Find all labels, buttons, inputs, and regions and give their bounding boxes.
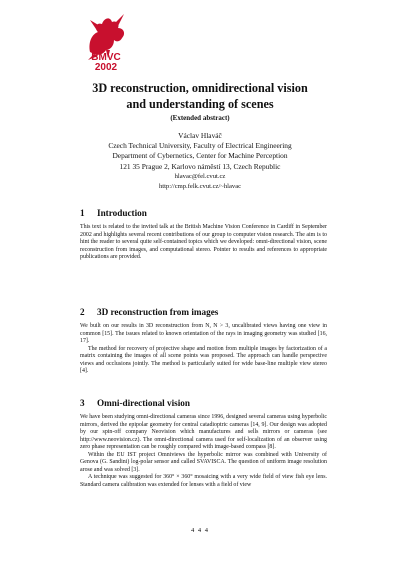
affiliation-line-2: Department of Cybernetics, Center for Machine Perception — [112, 151, 288, 161]
paragraph: A technique was suggested for 360° × 360° mosaicing with a very wide field of view fish eye lens. Standard camera calibration was extended for lenses with a field of view — [80, 474, 327, 488]
title-line-1: 3D reconstruction, omnidirectional vision — [92, 81, 308, 95]
section-number: 3 — [80, 398, 85, 408]
page-number: 4 4 4 — [191, 527, 209, 534]
logo-wordmark — [84, 53, 128, 73]
section-title: Introduction — [97, 208, 147, 218]
section-heading — [80, 208, 327, 218]
paragraph: We built on our results in 3D reconstruction from N, N > 3, uncalibrated views having one view in common [15]. The issues related to known orientation of the rays in imaging geometry was studied [16, 17]. — [80, 323, 327, 344]
section-number: 1 — [80, 208, 85, 218]
section-heading — [80, 307, 327, 317]
paper-title — [60, 80, 340, 112]
title-line-2: and understanding of scenes — [126, 97, 274, 111]
section-number: 2 — [80, 307, 85, 317]
paragraph: The method for recovery of projective shape and motion from multiple images by factorization of a matrix containing the images of all scene points was proposed. The approach can handle perspective views and occlusions jointly. The method is particularly suited for wide base-line multiple view stereo [4]. — [80, 345, 327, 374]
paragraph: This text is related to the invited talk at the British Machine Vision Conference in Cardiff in September 2002 and highlights several recent contributions of our group to computer vision research. The aim is to hint the reader to several quite self-contained topics which we developed: omni-directional vision, scene reconstruction from images, and computational stereo. Pointer to results and references to appropriate publications are provided. — [80, 224, 327, 260]
author-block — [60, 131, 340, 192]
author-name: Václav Hlaváč — [178, 131, 222, 140]
logo-line-1: BMVC — [91, 52, 121, 63]
author-email: hlavac@fel.cvut.cz — [174, 172, 226, 180]
section-introduction — [80, 208, 327, 262]
address: 121 35 Prague 2, Karlovo náměstí 13, Czech Republic — [119, 161, 281, 171]
paper-subtitle: (Extended abstract) — [170, 114, 230, 122]
section-title: Omni-directional vision — [97, 398, 190, 408]
section-heading — [80, 398, 327, 408]
author-url: http://cmp.felk.cvut.cz/~hlavac — [158, 183, 242, 191]
section-title: 3D reconstruction from images — [97, 307, 219, 317]
section-omni-directional — [80, 398, 327, 489]
logo-line-2: 2002 — [94, 62, 118, 73]
affiliation-line-1: Czech Technical University, Faculty of Electrical Engineering — [108, 141, 292, 151]
section-3d-reconstruction — [80, 307, 327, 376]
paragraph: We have been studying omni-directional cameras since 1996, designed several cameras using hyperbolic mirrors, derived the epipolar geometry for central catadioptric cameras [14, 9]. Our design was adopted by our spin-off company Neovision which manufactures and sells mirrors or cameras (see http://www.neovision.cz). The omni-directional camera used for self-localization of an observer using zero phase representation can be roughly compared with image-based compass [8]. — [80, 414, 327, 450]
paragraph: Within the EU IST project Omniviews the hyperbolic mirror was combined with University of Genova (G. Sandini) log-polar sensor and called SVAVISCA. The question of uniform image resolution arose and was solved [3]. — [80, 451, 327, 473]
